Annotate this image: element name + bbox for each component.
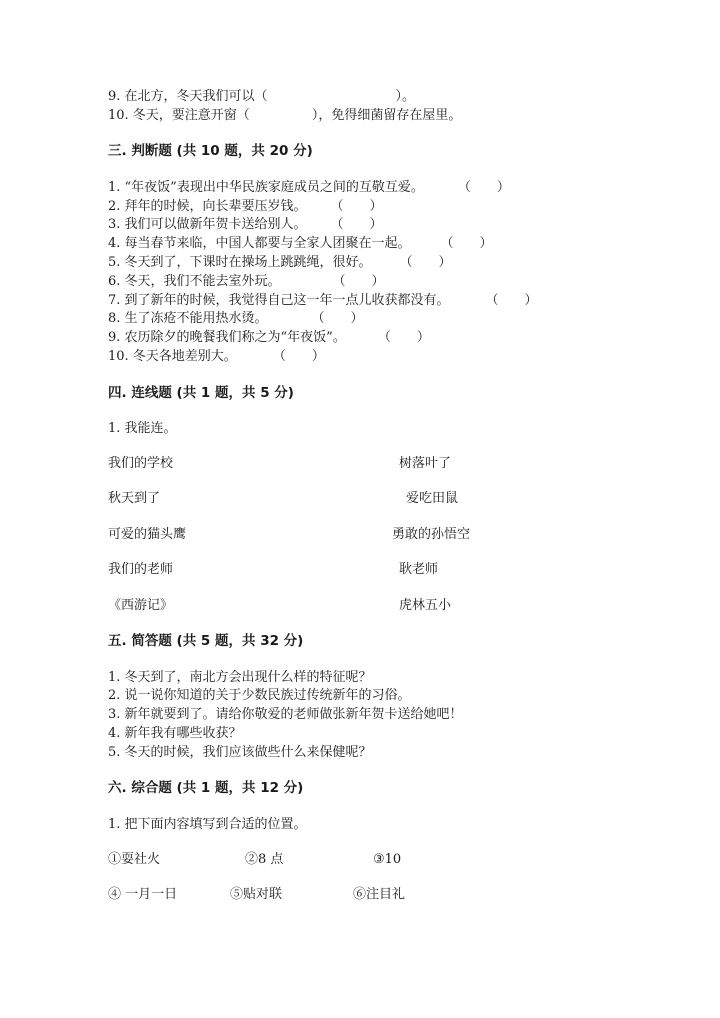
combo-option: ②8 点 xyxy=(245,852,284,867)
judge-text: 2. 拜年的时候，向长辈要压岁钱。 xyxy=(108,199,307,214)
fill-q9 xyxy=(108,90,415,103)
judge-item xyxy=(108,181,510,194)
judge-answer-blank[interactable]: （ ） xyxy=(377,330,430,345)
short-item: 4. 新年我有哪些收获？ xyxy=(108,726,242,741)
match-right-item[interactable]: 耿老师 xyxy=(399,562,439,577)
match-left-item[interactable]: 秋天到了 xyxy=(108,491,161,506)
fill-q10-close: ），免得细菌留存在屋里。 xyxy=(311,108,462,123)
judge-text: 10. 冬天各地差别大。 xyxy=(108,349,237,364)
combo-option: ①耍社火 xyxy=(108,852,161,867)
combo-prompt: 1. 把下面内容填写到合适的位置。 xyxy=(108,817,307,832)
section-combo-title: 六. 综合题 (共 1 题，共 12 分) xyxy=(108,780,304,796)
fill-q10 xyxy=(108,109,461,122)
combo-option: ⑤贴对联 xyxy=(230,887,283,902)
judge-answer-blank[interactable]: （ ） xyxy=(330,217,383,232)
judge-answer-blank[interactable]: （ ） xyxy=(440,236,493,251)
judge-answer-blank[interactable]: （ ） xyxy=(311,311,364,326)
judge-answer-blank[interactable]: （ ） xyxy=(399,255,452,270)
judge-answer-blank[interactable]: （ ） xyxy=(485,293,538,308)
section-judge-title: 三. 判断题 (共 10 题，共 20 分) xyxy=(108,143,313,159)
match-left-item[interactable]: 可爱的猫头鹰 xyxy=(108,527,187,542)
judge-item xyxy=(108,294,538,307)
judge-item xyxy=(108,256,452,269)
short-item: 5. 冬天的时候，我们应该做些什么来保健呢？ xyxy=(108,745,372,760)
match-left-item[interactable]: 《西游记》 xyxy=(108,598,174,613)
judge-item xyxy=(108,312,364,325)
combo-option: ④ 一月一日 xyxy=(108,887,178,902)
match-right-item[interactable]: 爱吃田鼠 xyxy=(406,491,459,506)
match-right-item[interactable]: 虎林五小 xyxy=(399,598,452,613)
section-short-title: 五. 简答题 (共 5 题，共 32 分) xyxy=(108,633,304,649)
judge-item xyxy=(108,331,430,344)
match-left-item[interactable]: 我们的学校 xyxy=(108,456,174,471)
judge-item xyxy=(108,275,385,288)
judge-text: 9. 农历除夕的晚餐我们称之为“年夜饭”。 xyxy=(108,330,346,345)
match-prompt: 1. 我能连。 xyxy=(108,421,177,436)
judge-text: 3. 我们可以做新年贺卡送给别人。 xyxy=(108,217,307,232)
match-right-item[interactable]: 勇敢的孙悟空 xyxy=(392,527,471,542)
judge-answer-blank[interactable]: （ ） xyxy=(332,274,385,289)
judge-answer-blank[interactable]: （ ） xyxy=(272,349,325,364)
judge-text: 6. 冬天，我们不能去室外玩。 xyxy=(108,274,281,289)
judge-answer-blank[interactable]: （ ） xyxy=(457,180,510,195)
short-item: 2. 说一说你知道的关于少数民族过传统新年的习俗。 xyxy=(108,688,411,703)
judge-item xyxy=(108,237,493,250)
judge-answer-blank[interactable]: （ ） xyxy=(330,199,383,214)
judge-text: 5. 冬天到了，下课时在操场上跳跳绳，很好。 xyxy=(108,255,372,270)
judge-text: 7. 到了新年的时候，我觉得自己这一年一点儿收获都没有。 xyxy=(108,293,450,308)
section-match-title: 四. 连线题 (共 1 题，共 5 分) xyxy=(108,385,294,401)
short-item: 1. 冬天到了，南北方会出现什么样的特征呢？ xyxy=(108,670,372,685)
fill-q9-close: ）。 xyxy=(395,89,416,104)
judge-text: 8. 生了冻疮不能用热水烫。 xyxy=(108,311,268,326)
judge-text: 4. 每当春节来临，中国人都要与全家人团聚在一起。 xyxy=(108,236,411,251)
judge-item xyxy=(108,200,383,213)
judge-text: 1. “年夜饭”表现出中华民族家庭成员之间的互敬互爱。 xyxy=(108,180,424,195)
combo-option: ③10 xyxy=(373,852,402,867)
match-right-item[interactable]: 树落叶了 xyxy=(399,456,452,471)
match-left-item[interactable]: 我们的老师 xyxy=(108,562,174,577)
combo-option: ⑥注目礼 xyxy=(353,887,406,902)
fill-q9-text: 9. 在北方，冬天我们可以（ xyxy=(108,89,268,104)
judge-item xyxy=(108,350,325,363)
short-item: 3. 新年就要到了。请给你敬爱的老师做张新年贺卡送给她吧！ xyxy=(108,707,463,722)
judge-item xyxy=(108,218,383,231)
fill-q10-text: 10. 冬天，要注意开窗（ xyxy=(108,108,250,123)
